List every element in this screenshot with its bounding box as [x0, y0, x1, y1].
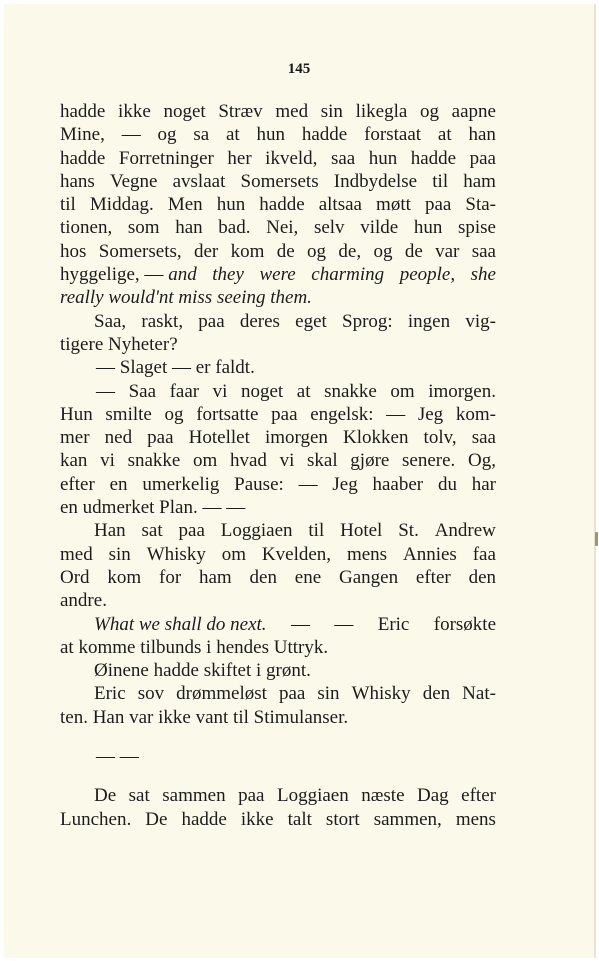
- word: kom: [107, 566, 142, 588]
- word: den: [249, 566, 277, 588]
- text-line: [60, 403, 496, 426]
- page-edge-mark: [595, 532, 598, 546]
- word: Indbydelse: [333, 170, 418, 192]
- word: deres: [239, 310, 280, 332]
- word: Stræv: [218, 101, 263, 122]
- word: vig-: [465, 310, 496, 332]
- word: de: [404, 240, 423, 262]
- word: Whisky: [351, 683, 411, 705]
- word: faa: [472, 543, 496, 565]
- word: tolv,: [423, 427, 457, 449]
- word: haaber: [372, 473, 424, 495]
- text-line: Øinene hadde skiftet i grønt.: [94, 660, 311, 682]
- word: ikveld,: [265, 147, 318, 169]
- word: paa: [178, 520, 205, 542]
- word: hans: [60, 170, 95, 192]
- word: imorgen.: [428, 380, 496, 402]
- word: om: [390, 380, 415, 402]
- word: saa: [330, 147, 356, 169]
- word: De: [145, 808, 168, 830]
- word: hadde: [181, 808, 227, 830]
- word: hadde: [410, 147, 457, 169]
- word: fortsatte: [196, 403, 259, 425]
- word: og: [419, 101, 439, 122]
- word: Lunchen.: [60, 808, 132, 830]
- english-quote: What we shall do next.: [94, 613, 267, 635]
- word: Men: [167, 194, 203, 216]
- word: om: [193, 450, 218, 472]
- word: Sprog:: [342, 310, 393, 332]
- word: aapne: [451, 101, 496, 122]
- word: saa: [471, 427, 496, 449]
- word: for: [159, 566, 182, 588]
- word: —: [386, 403, 406, 425]
- text-line: [60, 426, 496, 449]
- word: snakke: [324, 380, 377, 402]
- word: ikke: [118, 101, 151, 122]
- word: Og,: [467, 450, 496, 472]
- word: hadde: [259, 194, 305, 216]
- word: skal: [307, 450, 338, 472]
- word: der: [193, 240, 219, 262]
- word: —: [298, 473, 318, 495]
- word: Han: [94, 520, 126, 542]
- word: sammen: [162, 785, 226, 807]
- word: Hotellet: [188, 427, 250, 449]
- word: Hotel: [340, 520, 383, 542]
- word: om: [221, 543, 247, 565]
- text-line: [60, 682, 496, 705]
- word: at: [226, 124, 240, 146]
- word: vi: [212, 380, 228, 402]
- text-line: [60, 613, 496, 636]
- word: stort: [325, 808, 360, 830]
- word: du: [437, 473, 457, 495]
- word: drømmeløst: [176, 683, 267, 705]
- text-line: at komme tilbunds i hendes Uttryk.: [60, 636, 329, 658]
- word: sin: [317, 683, 340, 705]
- word: ham: [463, 170, 496, 192]
- word: Sta-: [465, 194, 496, 216]
- english-quote: and they were charming people, she: [168, 264, 496, 286]
- dialogue-line: — Slaget — er faldt.: [96, 357, 255, 379]
- word: Dag: [417, 785, 449, 807]
- word: hadde: [60, 147, 106, 169]
- word: paa: [469, 147, 496, 169]
- word: efter: [461, 785, 496, 807]
- text-line: [60, 170, 496, 193]
- word: hvad: [229, 450, 267, 472]
- word: mens: [346, 543, 388, 565]
- word: Andrew: [434, 520, 496, 542]
- word: tionen,: [60, 217, 113, 239]
- word: Somersets,: [98, 240, 182, 262]
- word: kom-: [455, 403, 496, 425]
- word: spise: [457, 217, 496, 239]
- word: Annies: [402, 543, 457, 565]
- word: imorgen: [264, 427, 328, 449]
- word: paa: [147, 427, 174, 449]
- word: han: [468, 124, 496, 146]
- word: Hun: [60, 403, 93, 425]
- word: senere.: [402, 450, 456, 472]
- word: Saa: [128, 380, 156, 402]
- section-break-dashes: — —: [96, 746, 139, 768]
- word: sin: [320, 101, 343, 122]
- text-line: [60, 310, 496, 333]
- word: Pause:: [234, 473, 284, 495]
- text-line: [60, 216, 496, 239]
- text-run: hyggelige, —: [60, 264, 169, 286]
- word: han: [175, 217, 203, 239]
- word: sat: [128, 785, 150, 807]
- word: noget: [241, 380, 284, 402]
- word: hos: [60, 240, 87, 262]
- text-line: tigere Nyheter?: [60, 333, 178, 355]
- word: vi: [279, 450, 295, 472]
- word: har: [471, 473, 496, 495]
- word: Gangen: [339, 566, 399, 588]
- word: avslaat: [172, 170, 226, 192]
- word: en: [109, 473, 128, 495]
- word: Middag.: [89, 194, 154, 216]
- word: paa: [278, 683, 306, 705]
- word: og: [157, 124, 177, 146]
- text-line: [60, 566, 496, 589]
- word: de: [276, 240, 295, 262]
- word: umerkelig: [142, 473, 220, 495]
- word: smilte: [105, 403, 152, 425]
- text-line: [60, 473, 496, 496]
- word: og: [373, 240, 393, 262]
- word: sin: [108, 543, 131, 565]
- word: møtt: [376, 194, 411, 216]
- english-quote: really would'nt miss seeing them.: [60, 287, 312, 309]
- word: Loggiaen: [276, 785, 349, 807]
- word: Loggiaen: [220, 520, 293, 542]
- text-line: [60, 123, 496, 146]
- word: engelsk:: [310, 403, 374, 425]
- word: hun: [368, 147, 398, 169]
- page-number: 145: [287, 61, 311, 77]
- text-line: [60, 784, 496, 807]
- word: hadde: [60, 101, 106, 122]
- body-text: [60, 100, 496, 831]
- word: St.: [398, 520, 419, 542]
- text-line: andre.: [60, 590, 107, 612]
- text-line: [60, 100, 496, 123]
- text-line: [60, 286, 496, 309]
- section-gap: [60, 729, 496, 745]
- word: de,: [338, 240, 362, 262]
- word: sa: [193, 124, 210, 146]
- text-run: — — Eric forsøkte: [266, 613, 496, 635]
- word: sat: [141, 520, 163, 542]
- word: Nei,: [266, 217, 299, 239]
- word: ikke: [240, 808, 274, 830]
- word: mer: [60, 427, 90, 449]
- word: faar: [169, 380, 200, 402]
- word: paa: [198, 310, 225, 332]
- word: ned: [104, 427, 133, 449]
- text-line: [60, 193, 496, 216]
- word: Kvelden,: [261, 543, 332, 565]
- word: med: [275, 101, 309, 122]
- word: snakke: [127, 450, 181, 472]
- word: til: [432, 170, 449, 192]
- word: ham: [198, 566, 232, 588]
- word: efter: [415, 566, 451, 588]
- word: eget: [295, 310, 327, 332]
- word: Vegne: [109, 170, 158, 192]
- book-page: [4, 4, 596, 958]
- word: —: [96, 380, 115, 402]
- word: ene: [294, 566, 322, 588]
- word: til: [308, 520, 325, 542]
- word: talt: [287, 808, 312, 830]
- word: efter: [60, 473, 95, 495]
- word: her: [227, 147, 252, 169]
- word: Whisky: [146, 543, 206, 565]
- word: paa: [271, 403, 298, 425]
- word: selv: [313, 217, 345, 239]
- text-line: en udmerket Plan. — —: [60, 497, 246, 519]
- word: gjøre: [350, 450, 390, 472]
- word: til: [60, 194, 76, 216]
- text-line: [60, 449, 496, 472]
- word: vilde: [360, 217, 399, 239]
- word: Somersets: [240, 170, 319, 192]
- word: mens: [455, 808, 496, 830]
- text-line: [60, 543, 496, 566]
- word: kom: [230, 240, 265, 262]
- word: noget: [163, 101, 206, 122]
- word: som: [127, 217, 160, 239]
- word: næste: [361, 785, 405, 807]
- word: Saa,: [94, 310, 127, 332]
- word: likegla: [355, 101, 408, 122]
- word: var: [435, 240, 460, 262]
- word: —: [121, 124, 141, 146]
- word: Nat-: [462, 683, 496, 705]
- word: ingen: [407, 310, 451, 332]
- word: forstaat: [364, 124, 422, 146]
- section-gap: [60, 768, 496, 784]
- text-line: [60, 263, 496, 286]
- word: at: [437, 124, 452, 146]
- word: Forretninger: [118, 147, 214, 169]
- word: hun: [216, 194, 246, 216]
- word: raskt,: [141, 310, 184, 332]
- word: saa: [471, 240, 496, 262]
- text-line: [60, 240, 496, 263]
- dialogue-line: [60, 380, 496, 403]
- word: og: [164, 403, 184, 425]
- word: Eric: [94, 683, 126, 705]
- word: hadde: [301, 124, 348, 146]
- word: Jeg: [417, 403, 444, 425]
- text-line: [60, 147, 496, 170]
- word: sammen,: [373, 808, 442, 830]
- word: vi: [100, 450, 115, 472]
- text-line: ten. Han var ikke vant til Stimulanser.: [60, 706, 349, 728]
- word: Klokken: [343, 427, 409, 449]
- word: altsaa: [318, 194, 362, 216]
- word: Ord: [60, 566, 90, 588]
- text-line: [60, 808, 496, 831]
- word: De: [94, 785, 117, 807]
- word: hun: [256, 124, 286, 146]
- word: at: [296, 380, 311, 402]
- word: den: [468, 566, 496, 588]
- word: den: [422, 683, 451, 705]
- word: paa: [424, 194, 452, 216]
- word: Mine,: [60, 124, 105, 146]
- text-line: [60, 519, 496, 542]
- word: kan: [60, 450, 88, 472]
- word: paa: [238, 785, 265, 807]
- word: med: [60, 543, 93, 565]
- word: hun: [413, 217, 443, 239]
- word: bad.: [218, 217, 251, 239]
- word: og: [307, 240, 327, 262]
- word: Jeg: [332, 473, 358, 495]
- word: sov: [137, 683, 165, 705]
